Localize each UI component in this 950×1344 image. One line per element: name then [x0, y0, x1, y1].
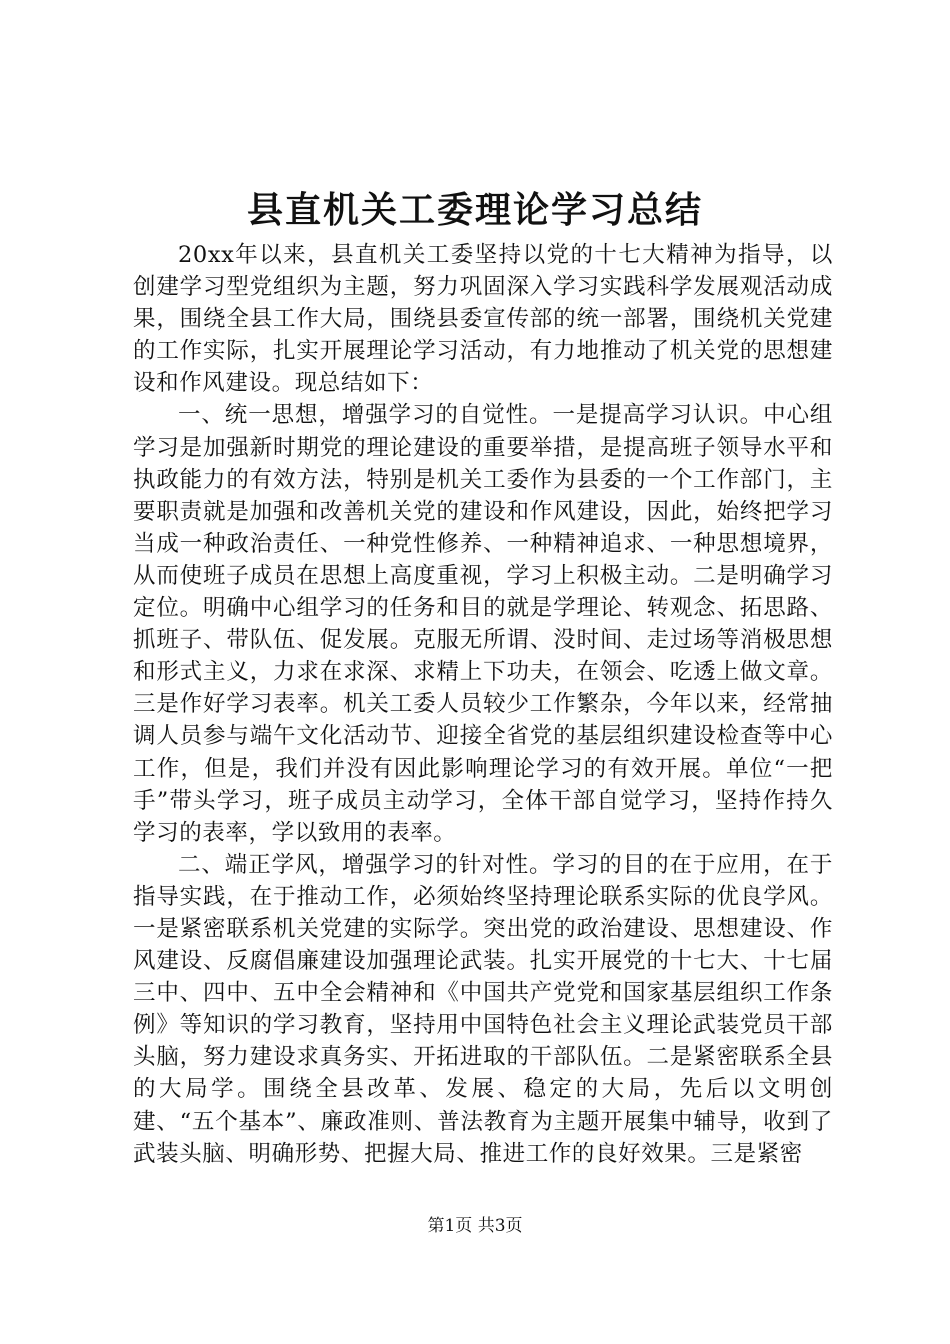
paragraph-section-2: 二、端正学风，增强学习的针对性。学习的目的在于应用，在于指导实践，在于推动工作，必须始终坚持理论联系实际的优良学风。一是紧密联系机关党建的实际学。突出党的政治建设、思想建设、作风建设、反腐倡廉建设加强理论武装。扎实开展党的十七大、十七届三中、四中、五中全会精神和《中国共产党党和国家基层组织工作条例》等知识的学习教育，坚持用中国特色社会主义理论武装党员干部头脑，努力建设求真务实、开拓进取的干部队伍。二是紧密联系全县的大局学。围绕全县改革、发展、稳定的大局，先后以文明创建、“五个基本”、廉政准则、普法教育为主题开展集中辅导，收到了武装头脑、明确形势、把握大局、推进工作的良好效果。三是紧密 — [133, 851, 833, 1167]
document-body — [133, 239, 833, 1170]
document-title: 县直机关工委理论学习总结 — [246, 189, 703, 231]
paragraph-section-1: 一、统一思想，增强学习的自觉性。一是提高学习认识。中心组学习是加强新时期党的理论建设的重要举措，是提高班子领导水平和执政能力的有效方法，特别是机关工委作为县委的一个工作部门，主要职责就是加强和改善机关党的建设和作风建设，因此，始终把学习当成一种政治责任、一种党性修养、一种精神追求、一种思想境界，从而使班子成员在思想上高度重视，学习上积极主动。二是明确学习定位。明确中心组学习的任务和目的就是学理论、转观念、拓思路、抓班子、带队伍、促发展。克服无所谓、没时间、走过场等消极思想和形式主义，力求在求深、求精上下功夫，在领会、吃透上做文章。三是作好学习表率。机关工委人员较少工作繁杂，今年以来，经常抽调人员参与端午文化活动节、迎接全省党的基层组织建设检查等中心工作，但是，我们并没有因此影响理论学习的有效开展。单位“一把手”带头学习，班子成员主动学习，全体干部自觉学习，坚持作持久学习的表率，学以致用的表率。 — [133, 402, 833, 846]
paragraph-intro: 20xx年以来，县直机关工委坚持以党的十七大精神为指导，以创建学习型党组织为主题，努力巩固深入学习实践科学发展观活动成果，围绕全县工作大局，围绕县委宣传部的统一部署，围绕机关党建的工作实际，扎实开展理论学习活动，有力地推动了机关党的思想建设和作风建设。现总结如下： — [133, 242, 833, 397]
page-number-footer: 第1页 共3页 — [427, 1216, 523, 1236]
